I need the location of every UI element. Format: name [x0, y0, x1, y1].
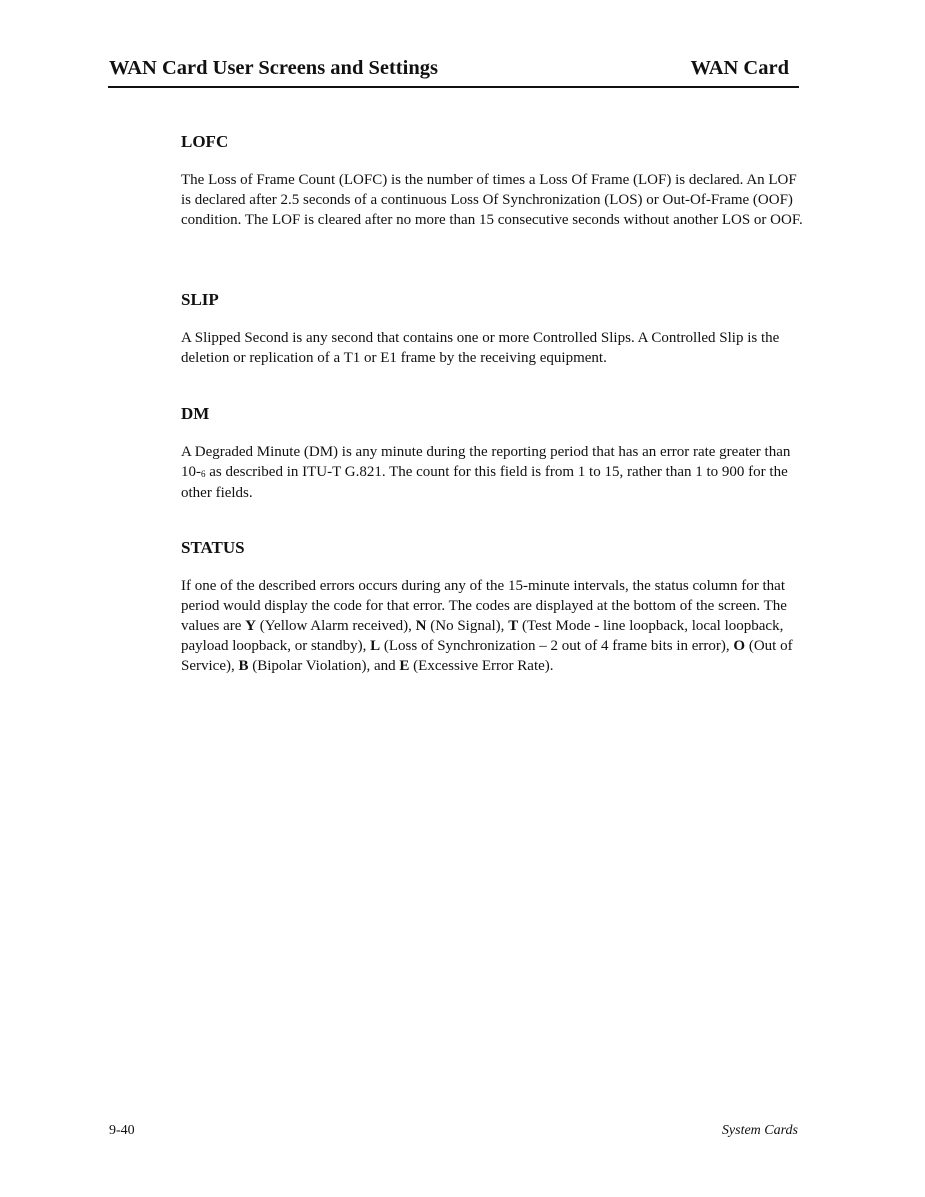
- status-code-t: T: [508, 618, 519, 634]
- book-title: System Cards: [721, 1123, 798, 1138]
- status-intro: If one of the described errors occurs during any of the 15-minute intervals, the status column for that period would display the code for that error. The codes are displayed at the bottom of the screen. The values are: [181, 578, 787, 634]
- status-code-n: N: [415, 618, 427, 634]
- status-code-l: L: [370, 638, 381, 654]
- dm-exponent: 6: [201, 469, 206, 479]
- section-heading-slip: SLIP: [181, 290, 219, 309]
- section-heading-dm: DM: [181, 404, 210, 423]
- status-code-y: Y: [245, 618, 256, 634]
- status-desc-e: (Excessive Error Rate).: [409, 658, 554, 674]
- status-desc-t: (Test Mode - line loopback, local loopback, payload loopback, or standby),: [181, 618, 784, 654]
- page-number: 9-40: [109, 1123, 135, 1138]
- status-desc-n: (No Signal),: [426, 618, 509, 634]
- page-content: [181, 130, 806, 676]
- status-desc-l: (Loss of Synchronization – 2 out of 4 frame bits in error),: [380, 638, 734, 654]
- status-code-b: B: [238, 658, 249, 674]
- section-title-header: WAN Card: [690, 57, 789, 79]
- section-dm: [181, 402, 806, 536]
- status-desc-y: (Yellow Alarm received),: [255, 618, 416, 634]
- section-heading-status: STATUS: [181, 538, 245, 557]
- section-heading-lofc: LOFC: [181, 132, 229, 151]
- page-header: [108, 56, 799, 88]
- section-text-dm: [181, 442, 806, 503]
- status-desc-o: (Out of Service),: [181, 638, 793, 674]
- status-code-e: E: [399, 658, 410, 674]
- page-footer: [108, 1121, 799, 1141]
- section-text-status: [181, 576, 806, 676]
- dm-text-after: as described in ITU-T G.821. The count for this field is from 1 to 15, rather than 1 to 900 for the other fields.: [181, 464, 788, 501]
- section-slip: [181, 288, 806, 402]
- section-text-lofc: The Loss of Frame Count (LOFC) is the number of times a Loss Of Frame (LOF) is declared. An LOF is declared after 2.5 seconds of a continuous Loss Of Synchronization (LOS) or Out-Of-Frame (OOF) condition. The LOF is cleared after no more than 15 consecutive seconds without another LOS or OOF.: [181, 172, 803, 228]
- section-lofc: [181, 130, 806, 288]
- section-text-slip: A Slipped Second is any second that contains one or more Controlled Slips. A Controlled Slip is the deletion or replication of a T1 or E1 frame by the receiving equipment.: [181, 330, 780, 366]
- section-status: [181, 536, 806, 676]
- chapter-title: WAN Card User Screens and Settings: [109, 57, 438, 79]
- status-desc-b: (Bipolar Violation), and: [248, 658, 400, 674]
- status-code-o: O: [733, 638, 746, 654]
- dm-text-before: A Degraded Minute (DM) is any minute during the reporting period that has an error rate greater than 10-: [181, 444, 791, 480]
